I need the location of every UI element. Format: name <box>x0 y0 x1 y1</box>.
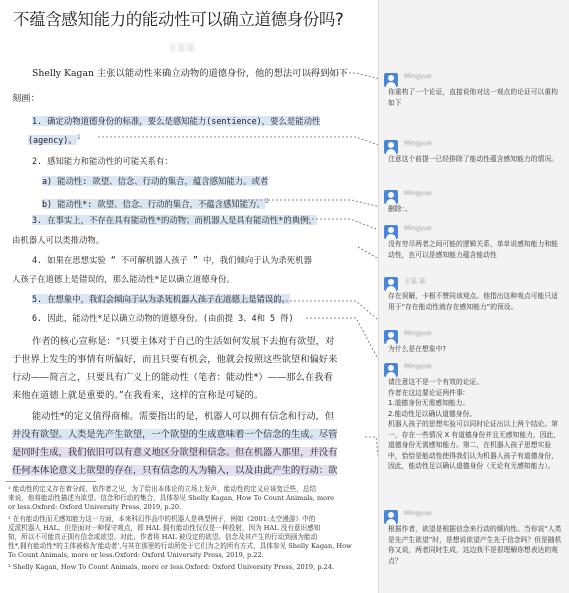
body-line <box>12 446 337 459</box>
footnote-line: ³ Shelly Kagan, How To Count Animals, more or less.Oxford: Oxford University Press, 2019, p.24. <box>8 563 335 571</box>
body-line: 作者的核心宣称是：“只要主体对于自己的生活如何发展下去抱有欲望，对 <box>32 336 335 347</box>
comment-author: Mingyue <box>404 224 432 232</box>
comment-text: 请注意这不是一个有效的论证。 作者在这边要论证两件事: 1.道德身份无需感知能力。 2.能动性足以确认道德身份。 机器人孩子的思想实验可以同时论证出以上两个结论。第一，存在一些情况 X 有道德身份并且无感知能力，因此，道德身份无需感知能力。第二，在机器人孩子思想实验中，恰恰是能动性使得我们认为机器人孩子有道德身份，因此，能动性足以确认道德身份（无论有无感知能力）。 <box>388 378 561 470</box>
page-title: 不蕴含感知能力的能动性可以确立道德身份吗? <box>13 10 344 29</box>
footnote-line: ² 在有能动性而无感知能力这一方面，本来科幻作品中的机器人是典型例子，例如《2001:太空漫游》中的 <box>8 515 316 523</box>
user-avatar-icon <box>384 277 398 291</box>
comment-author: Mingyue <box>404 139 432 147</box>
footnote-line: To Count Animals, more or less.Oxford: Oxford University Press, 2019, p.22. <box>8 551 264 559</box>
premise-1-cont <box>28 131 81 147</box>
comment-card[interactable] <box>384 140 566 180</box>
premise-4: 4. 如果在思想实验 “ 不可解机器人孩子 ” 中，我们倾向于认为杀死机器 <box>32 255 312 265</box>
comment-author: Mingyue <box>404 72 432 80</box>
footnote-line: or less.Oxford: Oxford University Press, 2019, p.20. <box>8 503 182 511</box>
user-avatar-icon <box>384 73 398 87</box>
premise-text: b) 能动性*: 欲望、信念、行动的集合，不蕴含感知能力。 <box>42 198 265 209</box>
highlighted-text: 任何本体论意义上欲望的存在，只有信念的人为输入，以及由此产生的行动：欲 <box>12 465 338 476</box>
user-avatar-icon <box>384 510 398 524</box>
body-line: 于世界上发生的事情有所偏好，而且只要有机会，他就会按照这些欲望和偏好来 <box>12 354 338 365</box>
highlighted-text: 是同时生成，我们依旧可以有意义地区分欲望和信念。但在机器人那里，并没有 <box>12 447 338 458</box>
footnote-line: ¹ 能动性的定义存在着分歧，依作者之见，为了给出本体论的立场上发声，能动性的定义应该宽泛些，总结 <box>8 485 317 493</box>
comment-text: 没有穷尽两者之间可能的逻辑关系，单单说感知能力和能动性，也可以是感知能力蕴含能动性 <box>388 240 558 259</box>
comment-card[interactable] <box>384 73 566 121</box>
premise-4-cont: 人孩子在道德上是错误的，那么能动性*足以确立道德身份。 <box>12 274 235 284</box>
premise-text: a) 能动性: 欲望、信念、行动的集合，蕴含感知能力。或者 <box>42 176 269 186</box>
user-avatar-icon <box>384 363 398 377</box>
premise-3 <box>32 214 317 227</box>
comment-card[interactable] <box>384 330 566 356</box>
body-line: 行动——简言之，只要具有广义上的能动性（笔者：能动性*）——那么在我看 <box>12 372 333 383</box>
comment-author: Mingyue <box>404 329 432 337</box>
comment-text: 你重构了一个论证，直接说他对这一观点的论证可以重构如下 <box>388 88 558 107</box>
footnote-line: 反派机器人 HAL。但是面对一种保守观点，即 HAL 拥有能动性仅仅是一种投射，因为 HAL 没有意识感知 <box>8 524 321 532</box>
premise-2a <box>42 175 268 188</box>
highlighted-text: 并没有欲望。人类是先产生欲望，一个欲望的生成意味着一个信念的生成。尽管 <box>12 429 338 440</box>
premise-5 <box>32 293 290 306</box>
comment-card[interactable] <box>384 225 566 265</box>
premise-text: 1. 确定动物道德身份的标准，要么是感知能力(sentience)，要么是能动性 <box>32 116 321 126</box>
comment-text: 存在误解，卡根不赞同该观点。他指出这种观点可能只适用于“存在能动性就存在感知能力”的预设。 <box>388 292 558 311</box>
comment-card[interactable] <box>384 510 566 580</box>
comment-author: Mingyue <box>404 362 432 370</box>
body-line: 能动性*的定义值得商榷。需要指出的是，机器人可以拥有信念和行动，但 <box>32 411 335 422</box>
premise-1 <box>32 115 320 128</box>
author-name: 王某某 <box>168 44 196 54</box>
premise-text: 5. 在想象中，我们会倾向于认为杀死机器人孩子在道德上是错误的。 <box>32 294 290 304</box>
comment-author: Mingyue <box>404 189 432 197</box>
body-line: 来他在道德上就是重要的。”在我看来，这样的宣称是可疑的。 <box>12 390 264 401</box>
premise-text: (agency)。 <box>28 134 77 145</box>
footnote-ref[interactable]: 2 <box>264 197 269 205</box>
premise-3-cont: 由机器人可以类推动物。 <box>12 235 105 245</box>
comment-card[interactable] <box>384 277 566 329</box>
user-avatar-icon <box>384 140 398 154</box>
premise-6: 6. 因此，能动性*足以确立动物的道德身份。(由前提 3、4和 5 得) <box>32 313 294 323</box>
comment-card[interactable] <box>384 363 566 503</box>
comment-text: 根据作者，欲望是根据信念来行动的倾向性。当你说“人类是先产生欲望”时，是想说欲望产生先于信念吗？但是随机你又说，两者同时生成，这边我不是很理解你想表达的观点？ <box>388 525 562 565</box>
footnote-ref[interactable]: 1 <box>76 133 81 141</box>
user-avatar-icon <box>384 330 398 344</box>
premise-2: 2. 感知能力和能动性的可能关系有： <box>32 156 173 166</box>
comment-text: 注意这个前提一已经排除了能动性蕴含感知能力的情况。 <box>388 155 558 163</box>
body-line <box>12 428 337 441</box>
user-avatar-icon <box>384 225 398 239</box>
comment-text: 删除：。 <box>388 205 412 213</box>
footnote-divider <box>6 481 96 482</box>
comment-author: 王某 某 <box>404 277 426 285</box>
comment-author: Mingyue <box>404 509 432 517</box>
footnote-line: 来说，他将能动性描述为欲望、信念和行动的集合，具体参见 Shelly Kagan, How To Count Animals, more <box>8 494 335 502</box>
body-line <box>12 464 337 477</box>
comment-text: 为什么是在想象中? <box>388 345 446 353</box>
intro-line: Shelly Kagan 主张以能动性来确立动物的道德身份，他的想法可以得到如下 <box>32 68 348 79</box>
premise-text: 3. 在事实上，不存在具有能动性*的动物；而机器人是具有能动性*的典例， <box>32 215 317 225</box>
comment-card[interactable] <box>384 190 566 212</box>
intro-line: 刻画： <box>12 93 40 104</box>
footnote-line: 性*,拥有能动性*的主体被称为'能动者',与其在那里的行动所处于它们为之的所有方式，具体参见 Shelly Kagan, How <box>8 542 352 550</box>
footnote-line: 知，所以不可能真正拥有信念或欲望。对此，作者将 HAL 被设定的欲望、信念及其产生的行动到画为能动 <box>8 533 318 541</box>
premise-2b <box>42 195 269 211</box>
user-avatar-icon <box>384 190 398 204</box>
